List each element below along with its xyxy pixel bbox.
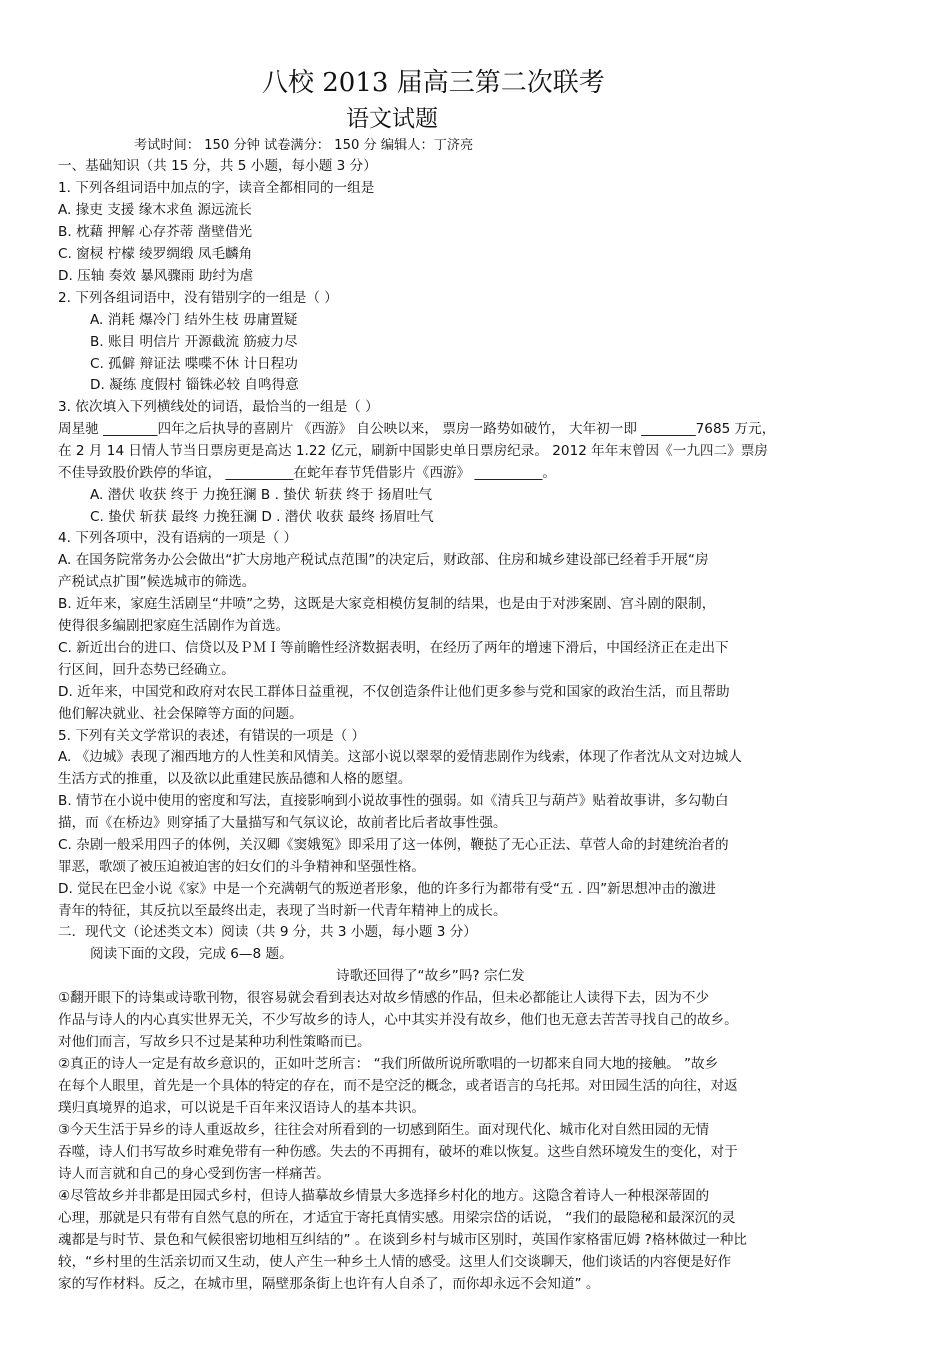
option-line: A. 《边城》表现了湘西地方的人性美和风情美。这部小说以翠翠的爱情悲剧作为线索，体现了作者沈从文对边城人 (58, 749, 742, 765)
option-line: D. 觉民在巴金小说《家》中是一个充满朝气的叛逆者形象，他的许多行为都带有受“五 . 四”新思想冲击的激进 (58, 881, 716, 897)
instruction-text: 阅读下面的文段，完成 6—8 题。 (90, 946, 293, 962)
passage-text: 诗人而言就和自己的身心受到伤害一样痛苦。 (58, 1166, 330, 1182)
option-line: B. 枕藉 押解 心存芥蒂 凿壁借光 (58, 224, 253, 240)
body-text: 不佳导致股价跌停的华谊， __________在蛇年春节凭借影片《西游》 __________。 (58, 465, 557, 481)
passage-text: ③今天生活于异乡的诗人重返故乡，往往会对所看到的一切感到陌生。面对现代化、城市化对自然田园的无情 (58, 1122, 710, 1138)
exam-title: 八校 2013 届高三第二次联考 (262, 68, 605, 98)
passage-text: 家的写作材料。反之，在城市里，隔壁那条街上也许有人自杀了，而你却永远不会知道” 。 (58, 1276, 600, 1292)
body-text: 在 2 月 14 日情人节当日票房更是高达 1.22 亿元，刷新中国影史单日票房纪录。 2012 年年末曾因《一九四二》票房 (58, 443, 768, 459)
option-line: C. 新近出台的进口、信贷以及ＰＭＩ等前瞻性经济数据表明，在经历了两年的增速下滑后，中国经济正在走出下 (58, 640, 729, 656)
passage-text: 作品与诗人的内心真实世界无关，不少写故乡的诗人，心中其实并没有故乡，他们也无意去苦苦寻找自己的故乡。 (58, 1012, 738, 1028)
body-text: 周星驰 ________四年之后执导的喜剧片 《西游》 自公映以来， 票房一路势如破竹， 大年初一即 ________7685 万元， (58, 421, 776, 437)
passage-title: 诗歌还回得了“故乡”吗? 宗仁发 (336, 968, 525, 984)
option-line: 使得很多编剧把家庭生活剧作为首选。 (58, 618, 290, 634)
passage-text: 较，“乡村里的生活亲切而又生动，使人产生一种乡土人情的感受。这里人们交谈聊天，他们谈话的内容便是好作 (58, 1254, 732, 1270)
option-line: A. 潜伏 收获 终于 力挽狂澜 B . 蛰伏 斩获 终于 扬眉吐气 (90, 487, 433, 503)
question-stem: 5. 下列有关文学常识的表述，有错误的一项是（ ） (58, 728, 366, 744)
option-line: A. 消耗 爆冷门 结外生枝 毋庸置疑 (90, 312, 298, 328)
exam-subtitle: 语文试题 (346, 106, 438, 132)
option-line: D. 凝练 度假村 锱铢必较 自鸣得意 (90, 377, 299, 393)
option-line: 生活方式的推重，以及欲以此重建民族品德和人格的愿望。 (58, 771, 412, 787)
option-line: C. 蛰伏 斩获 最终 力挽狂澜 D . 潜伏 收获 最终 扬眉吐气 (90, 509, 434, 525)
passage-text: 吞噬，诗人们书写故乡时难免带有一种伤感。失去的不再拥有，破坏的难以恢复。这些自然环境发生的变化，对于 (58, 1144, 738, 1160)
passage-text: ①翻开眼下的诗集或诗歌刊物，很容易就会看到表达对故乡情感的作品，但未必都能让人读得下去，因为不少 (58, 990, 710, 1006)
option-line: D. 压轴 奏效 暴风骤雨 助纣为虐 (58, 268, 254, 284)
option-line: 行区间，回升态势已经确立。 (58, 662, 235, 678)
option-line: 青年的特征，其反抗以至最终出走，表现了当时新一代青年精神上的成长。 (58, 903, 507, 919)
section-heading: 一、基础知识（共 15 分，共 5 小题，每小题 3 分） (58, 158, 377, 174)
passage-text: ②真正的诗人一定是有故乡意识的，正如叶芝所言： “我们所做所说所歌唱的一切都来自同大地的接触。 ”故乡 (58, 1056, 719, 1072)
option-line: D. 近年来，中国党和政府对农民工群体日益重视，不仅创造条件让他们更多参与党和国家的政治生活，而且帮助 (58, 684, 730, 700)
option-line: C. 杂剧一般采用四子的体例，关汉卿《窦娥冤》即采用了这一体例，鞭挞了无心正法、草菅人命的封建统治者的 (58, 837, 729, 853)
option-line: 描，而《在桥边》则穿插了大量描写和气氛议论，故前者比后者故事性强。 (58, 815, 507, 831)
option-line: B. 账目 明信片 开源截流 筋疲力尽 (90, 334, 298, 350)
question-stem: 1. 下列各组词语中加点的字，读音全都相同的一组是 (58, 180, 375, 196)
question-stem: 3. 依次填入下列横线处的词语，最恰当的一组是（ ） (58, 399, 379, 415)
option-line: C. 窗棂 柠檬 绫罗绸缎 凤毛麟角 (58, 246, 253, 262)
option-line: 罪恶，歌颂了被压迫被迫害的妇女们的斗争精神和坚强性格。 (58, 859, 426, 875)
passage-text: 心理，那就是只有带有自然气息的所在，才适宜于寄托真情实感。用梁宗岱的话说， “我们的最隐秘和最深沉的灵 (58, 1210, 736, 1226)
option-line: 产税试点扩围”候选城市的筛选。 (58, 574, 256, 590)
passage-text: 对他们而言，写故乡只不过是某种功利性策略而已。 (58, 1034, 371, 1050)
passage-text: 在每个人眼里，首先是一个具体的特定的存在，而不是空泛的概念，或者语言的乌托邦。对田园生活的向往，对返 (58, 1078, 738, 1094)
question-stem: 4. 下列各项中，没有语病的一项是（ ） (58, 530, 298, 546)
option-line: C. 孤僻 辩证法 喋喋不休 计日程功 (90, 356, 298, 372)
question-stem: 2. 下列各组词语中，没有错别字的一组是（ ） (58, 290, 338, 306)
option-line: A. 在国务院常务办公会做出“扩大房地产税试点范围”的决定后，财政部、住房和城乡建设部已经着手开展“房 (58, 552, 709, 568)
passage-text: 魂都是与时节、景色和气候很密切地相互纠结的” 。在谈到乡村与城市区别时，英国作家格雷厄姆 ?格林做过一种比 (58, 1232, 747, 1248)
option-line: 他们解决就业、社会保障等方面的问题。 (58, 706, 303, 722)
option-line: B. 情节在小说中使用的密度和写法，直接影响到小说故事性的强弱。如《清兵卫与葫芦》贴着故事讲，多勾勒白 (58, 793, 729, 809)
option-line: A. 掾吏 支援 缘木求鱼 源远流长 (58, 202, 252, 218)
option-line: B. 近年来，家庭生活剧呈“井喷”之势，这既是大家竞相模仿复制的结果，也是由于对涉案剧、宫斗剧的限制， (58, 596, 716, 612)
passage-text: 璞归真境界的追求，可以说是千百年来汉语诗人的基本共识。 (58, 1100, 426, 1116)
passage-text: ④尽管故乡并非都是田园式乡村，但诗人描摹故乡情景大多选择乡村化的地方。这隐含着诗人一种根深蒂固的 (58, 1188, 710, 1204)
section-heading: 二．现代文（论述类文本）阅读（共 9 分，共 3 小题，每小题 3 分） (58, 924, 477, 940)
exam-meta: 考试时间： 150 分钟 试卷满分： 150 分 编辑人：丁济亮 (134, 138, 474, 153)
